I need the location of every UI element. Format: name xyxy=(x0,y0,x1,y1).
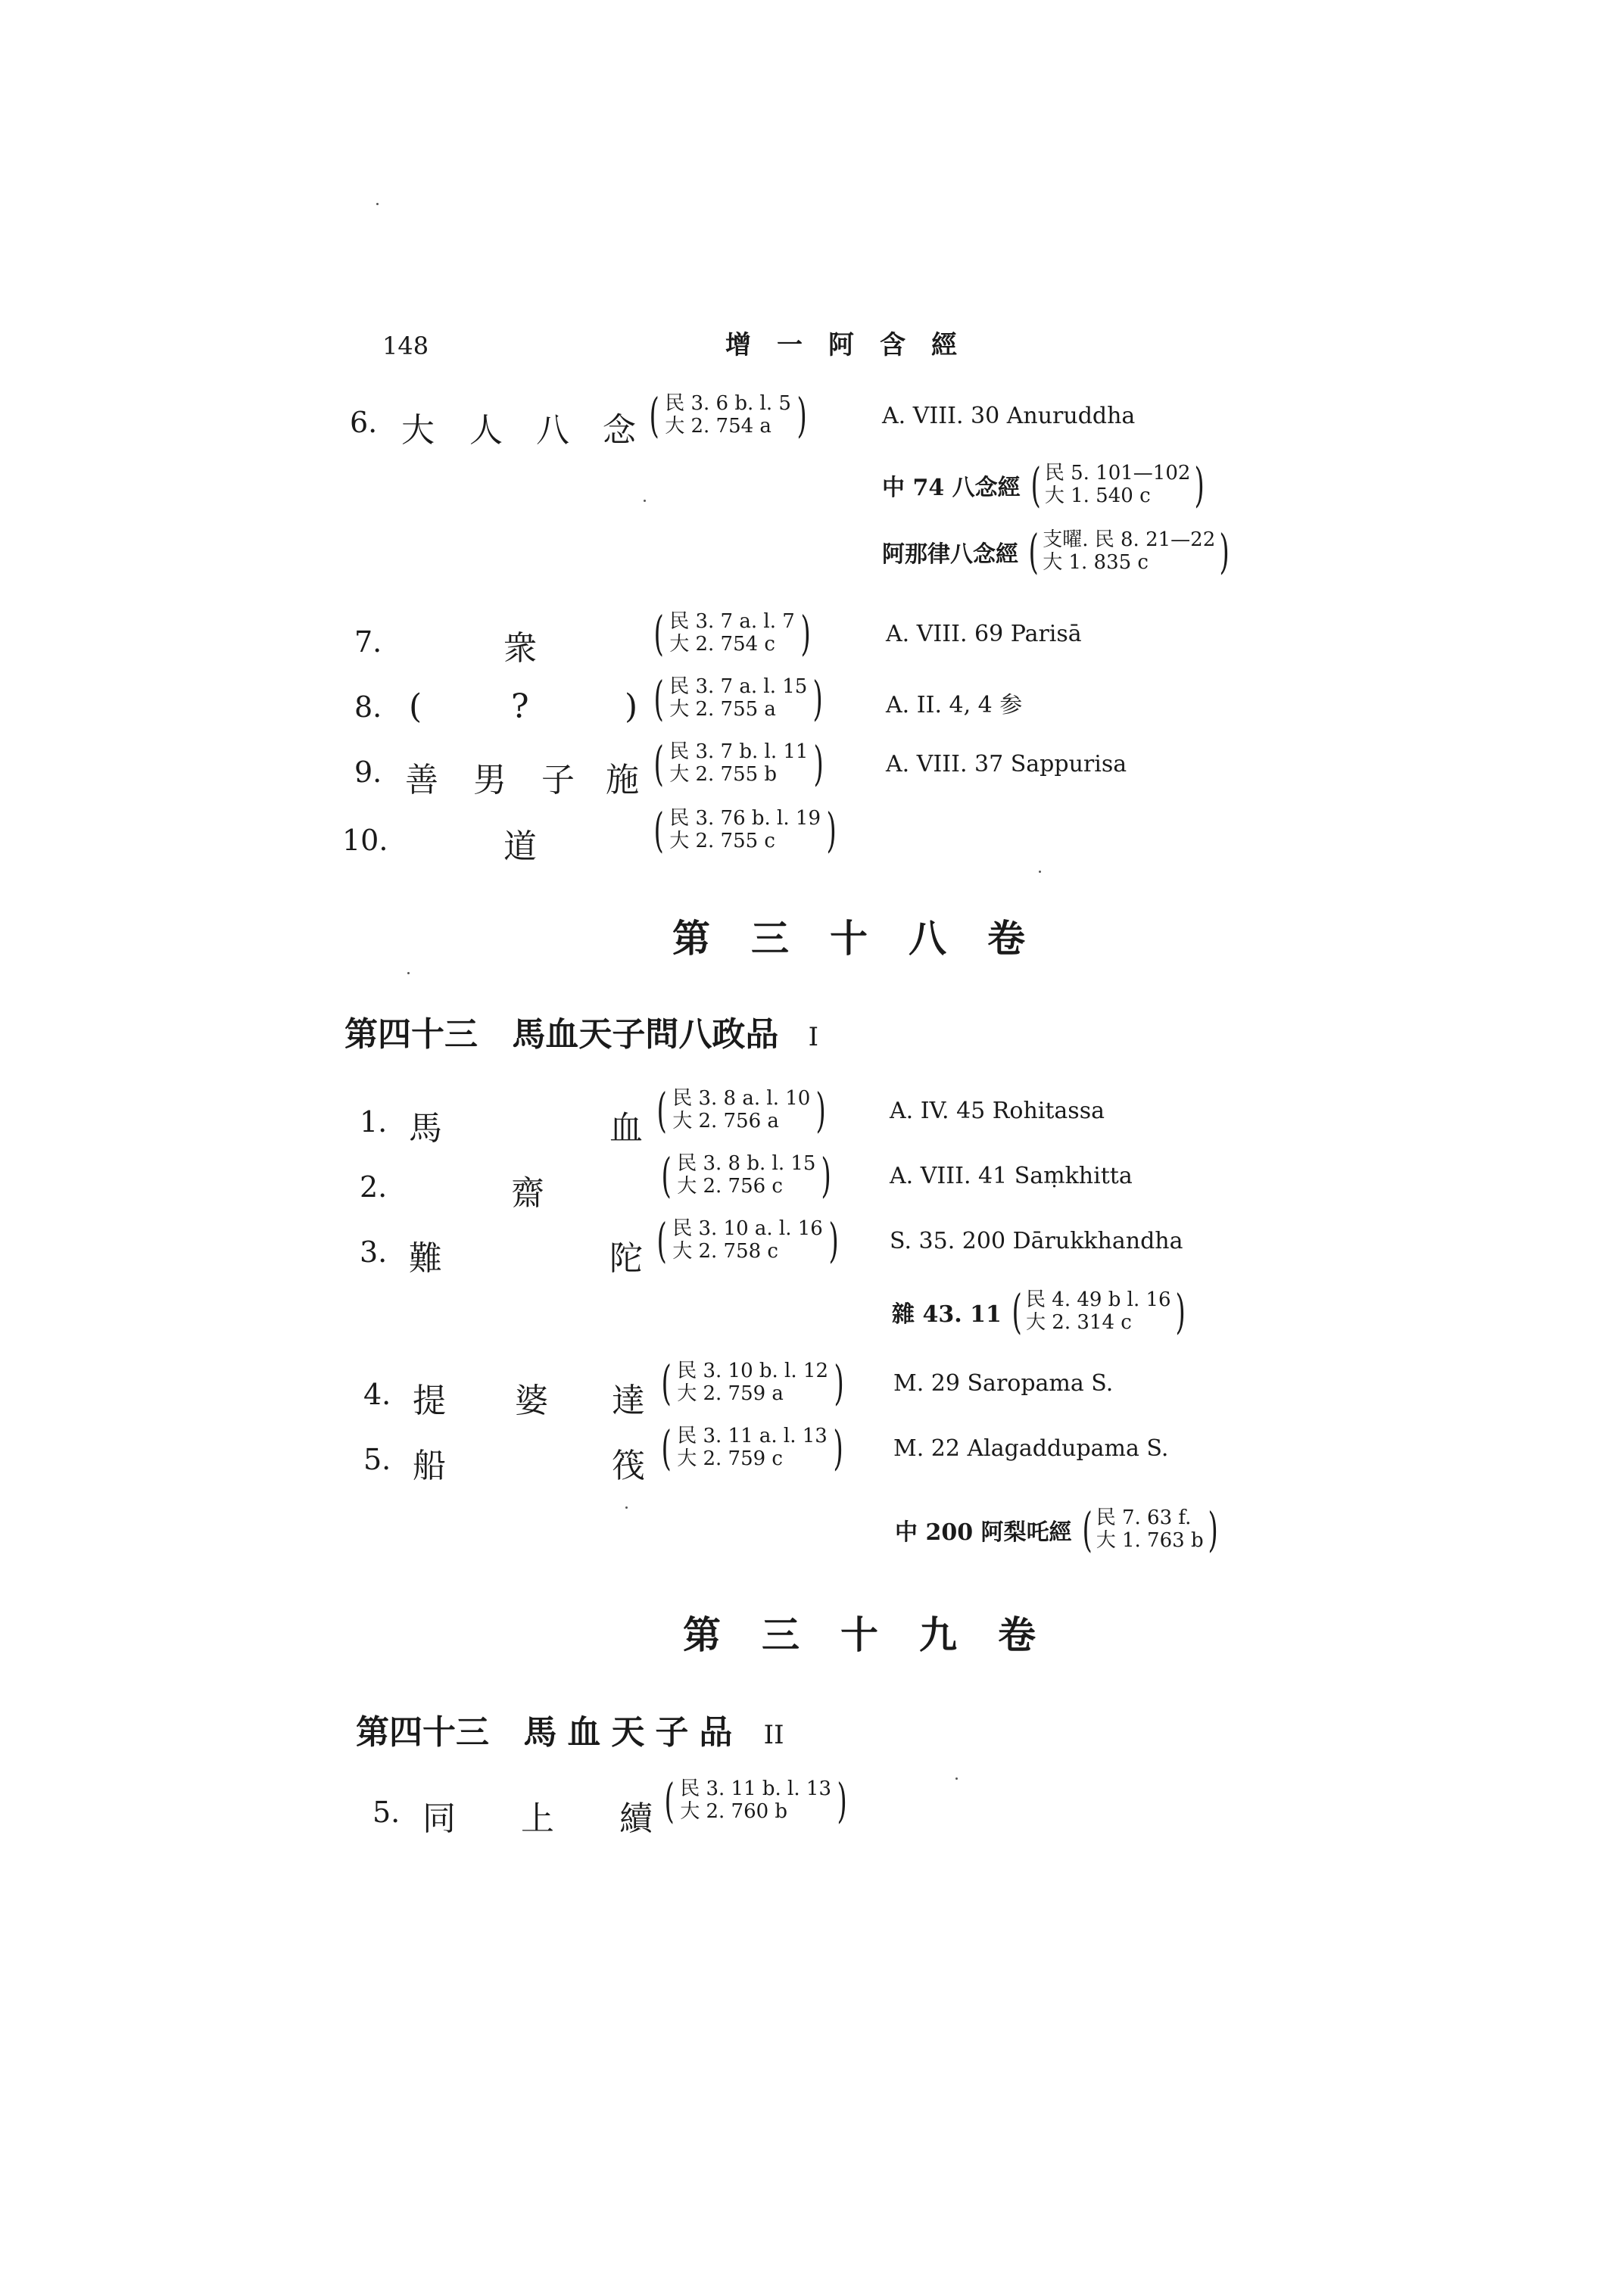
entry-title-char: 道 xyxy=(503,827,537,866)
entry-title-char: ? xyxy=(511,687,529,726)
entry-number: 3. xyxy=(360,1235,388,1269)
source-reference: ( 民 3. 8 b. l. 15 大 2. 756 c ) xyxy=(661,1148,832,1203)
entry-number: 5. xyxy=(372,1796,401,1829)
entry-title-char: 子 xyxy=(541,761,575,799)
pali-reference: A. VIII. 30 Anuruddha xyxy=(882,403,1136,429)
entry-title-char: 八 xyxy=(536,411,569,450)
entry-title-char: ( xyxy=(409,687,422,726)
entry-title-char: 馬 xyxy=(409,1109,442,1148)
source-reference: ( 民 3. 10 a. l. 16 大 2. 758 c ) xyxy=(656,1213,839,1268)
entry-title-char: 同 xyxy=(422,1799,456,1838)
entry-number: 10. xyxy=(342,824,388,857)
entry-title-char: ) xyxy=(625,687,638,726)
source-reference: ( 民 3. 8 a. l. 10 大 2. 756 a ) xyxy=(656,1083,827,1138)
source-reference: ( 民 3. 11 b. l. 13 大 2. 760 b ) xyxy=(664,1773,847,1828)
entry-title-char: 男 xyxy=(473,761,507,799)
pali-reference: M. 22 Alagaddupama S. xyxy=(893,1435,1169,1462)
entry-title-char: 難 xyxy=(409,1239,442,1278)
scan-speck xyxy=(407,972,410,974)
scan-speck xyxy=(955,1777,958,1780)
source-reference: ( 民 3. 10 b. l. 12 大 2. 759 a ) xyxy=(661,1355,844,1410)
chapter-heading xyxy=(344,1007,818,1055)
pali-reference: M. 29 Saropama S. xyxy=(893,1370,1114,1397)
entry-title-char: 筏 xyxy=(612,1447,645,1485)
entry-title-char: 婆 xyxy=(515,1382,548,1420)
scan-speck xyxy=(644,500,646,502)
fascicle-heading: 第三十九卷 xyxy=(683,1612,1077,1657)
source-reference: ( 民 3. 76 b. l. 19 大 2. 755 c ) xyxy=(653,802,837,858)
source-reference: ( 民 3. 7 a. l. 15 大 2. 755 a ) xyxy=(653,671,824,726)
entry-title-char: 上 xyxy=(521,1799,554,1838)
entry-number: 1. xyxy=(360,1105,388,1139)
pali-reference: A. II. 4, 4 参 xyxy=(886,692,1023,718)
entry-title-char: 人 xyxy=(469,411,503,450)
source-reference: ( 民 3. 11 a. l. 13 大 2. 759 c ) xyxy=(661,1420,843,1475)
running-title: 增一阿含經 xyxy=(725,330,983,360)
source-reference: ( 民 3. 7 b. l. 11 大 2. 755 b ) xyxy=(653,736,824,791)
entry-number: 2. xyxy=(360,1170,388,1204)
source-reference: ( 民 3. 7 a. l. 7 大 2. 754 c ) xyxy=(653,606,811,661)
entry-title-char: 船 xyxy=(413,1447,446,1485)
scan-speck xyxy=(376,203,379,205)
entry-title-char: 施 xyxy=(606,761,639,799)
entry-title-char: 衆 xyxy=(503,629,537,668)
chapter-number: 第四十三 xyxy=(344,1015,478,1054)
pali-reference: A. VIII. 37 Sappurisa xyxy=(886,751,1127,777)
chapter-title: 馬血天子品 xyxy=(523,1713,743,1752)
entry-title-char: 念 xyxy=(603,411,636,450)
entry-number: 4. xyxy=(363,1378,391,1411)
entry-number: 7. xyxy=(354,625,382,659)
entry-title-char: 齋 xyxy=(511,1174,544,1213)
cross-reference: 雜 43. 11 ( 民 4. 49 b l. 16 大 2. 314 c ) xyxy=(892,1284,1186,1339)
entry-title-char: 善 xyxy=(405,761,438,799)
cross-reference: 中 200 阿梨吒經 ( 民 7. 63 f. 大 1. 763 b ) xyxy=(895,1502,1218,1557)
entry-number: 5. xyxy=(363,1443,391,1476)
pali-reference: A. IV. 45 Rohitassa xyxy=(890,1098,1105,1124)
cross-reference: 阿那律八念經 ( 支曜. 民 8. 21—22 大 1. 835 c ) xyxy=(882,524,1230,579)
entry-number: 6. xyxy=(350,406,378,439)
entry-title-char: 大 xyxy=(401,411,435,450)
entry-number: 8. xyxy=(354,690,382,724)
entry-number: 9. xyxy=(354,756,382,789)
fascicle-heading: 第三十八卷 xyxy=(672,916,1066,961)
chapter-title: 馬血天子問八政品 xyxy=(512,1015,779,1054)
entry-title-char: 續 xyxy=(619,1799,653,1838)
scan-speck xyxy=(625,1506,628,1509)
scan-speck xyxy=(1039,871,1041,873)
entry-title-char: 提 xyxy=(413,1382,446,1420)
page-number: 148 xyxy=(382,332,429,360)
chapter-part: I xyxy=(808,1022,819,1052)
chapter-heading xyxy=(356,1705,784,1753)
source-reference: ( 民 3. 6 b. l. 5 大 2. 754 a ) xyxy=(649,388,807,443)
entry-title-char: 達 xyxy=(612,1382,645,1420)
pali-reference: A. VIII. 69 Parisā xyxy=(886,621,1082,647)
pali-reference: A. VIII. 41 Saṃkhitta xyxy=(890,1163,1133,1189)
chapter-part: II xyxy=(763,1720,784,1750)
entry-title-char: 陀 xyxy=(609,1239,643,1278)
pali-reference: S. 35. 200 Dārukkhandha xyxy=(890,1228,1183,1254)
entry-title-char: 血 xyxy=(609,1109,643,1148)
chapter-number: 第四十三 xyxy=(356,1713,489,1752)
cross-reference: 中 74 八念經 ( 民 5. 101—102 大 1. 540 c ) xyxy=(882,457,1205,512)
